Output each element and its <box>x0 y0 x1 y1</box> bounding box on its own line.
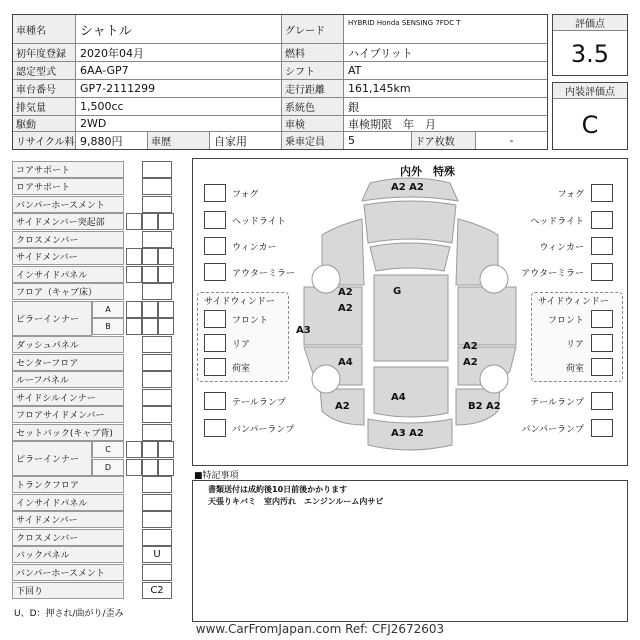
frame-item-checkbox[interactable] <box>126 266 142 283</box>
code-rear-bumper: A3 A2 <box>391 428 424 439</box>
frame-item-label: トランクフロア <box>12 476 124 493</box>
capacity-value: 5 <box>344 132 412 149</box>
frame-item-label: クロスメンバー <box>12 529 124 546</box>
frame-item-label: ピラーインナー <box>12 301 92 336</box>
remarks-line-1: 書類送付は成約後10日前後かかります <box>208 485 348 494</box>
left-check-box[interactable] <box>204 184 226 202</box>
code-left-front-2: A2 <box>338 303 353 314</box>
frame-item-checkbox[interactable] <box>158 213 174 230</box>
frame-item-checkbox[interactable] <box>142 494 172 511</box>
frame-item-label: ピラーインナー <box>12 441 92 476</box>
frame-item-checkbox[interactable] <box>142 336 172 353</box>
frame-item-label: クロスメンバー <box>12 231 124 248</box>
frame-item-label: インサイドパネル <box>12 266 124 283</box>
frame-item-checkbox[interactable] <box>142 213 158 230</box>
frame-item-label: 下回り <box>12 582 124 599</box>
remarks-line-2: 天張りキバミ 室内汚れ エンジンルーム内サビ <box>208 497 384 506</box>
frame-item-checkbox[interactable] <box>126 441 142 458</box>
legend-note: U、D：押され/曲がり/歪み <box>14 609 124 619</box>
frame-item-checkbox[interactable] <box>142 406 172 423</box>
shift-value: AT <box>344 62 547 80</box>
right-side-window-label: フロント <box>547 316 584 326</box>
frame-item-label: セットバック(キャブ背) <box>12 424 124 441</box>
frame-item-checkbox[interactable] <box>158 318 174 335</box>
left-check-box[interactable] <box>204 419 226 437</box>
code-left-front-door: A3 <box>296 325 311 336</box>
front-glass-part <box>370 243 450 271</box>
frame-item-checkbox[interactable] <box>142 424 172 441</box>
right-check-label: テールランプ <box>530 398 584 408</box>
grade-label: グレード <box>282 15 344 44</box>
shift-label: シフト <box>282 62 344 80</box>
cert-value: 6AA-GP7 <box>76 62 282 80</box>
frame-item-checkbox[interactable] <box>142 371 172 388</box>
model-label: 車種名 <box>13 15 76 44</box>
code-left-front-1: A2 <box>338 287 353 298</box>
history-value: 自家用 <box>210 132 282 149</box>
frame-item-label: フロア（キャブ床） <box>12 283 124 300</box>
code-roof: G <box>393 286 402 297</box>
frame-item-checkbox[interactable] <box>142 231 172 248</box>
displacement-value: 1,500cc <box>76 98 282 116</box>
car-diagram <box>292 175 532 460</box>
frame-item-label: サイドシルインナー <box>12 389 124 406</box>
first-reg-label: 初年度登録 <box>13 44 76 62</box>
frame-item-checkbox[interactable] <box>142 161 172 178</box>
frame-item-label: コアサポート <box>12 161 124 178</box>
frame-item-label: バンパーホースメント <box>12 196 124 213</box>
frame-item-label: ダッシュパネル <box>12 336 124 353</box>
displacement-label: 排気量 <box>13 98 76 116</box>
frame-item-checkbox[interactable] <box>142 178 172 195</box>
drive-label: 駆動 <box>13 116 76 132</box>
frame-item-checkbox[interactable] <box>142 511 172 528</box>
left-side-window-check-box[interactable] <box>204 334 226 352</box>
interior-score-label: 内装評価点 <box>553 83 627 99</box>
right-side-window-check-box[interactable] <box>591 310 613 328</box>
frame-item-checkbox[interactable] <box>142 441 158 458</box>
code-front-bumper: A2 A2 <box>391 182 424 193</box>
frame-item-checkbox[interactable] <box>142 476 172 493</box>
roof-part <box>374 275 448 361</box>
frame-item-checkbox[interactable] <box>142 266 158 283</box>
left-front-wheel <box>312 265 340 293</box>
left-side-window-label: フロント <box>232 316 269 326</box>
frame-item-checkbox[interactable] <box>142 301 158 318</box>
code-right-front-2: A2 <box>463 357 478 368</box>
frame-item-checkbox[interactable] <box>158 266 174 283</box>
frame-item-checkbox[interactable] <box>142 196 172 213</box>
inspection-value: 車検期限 年 月 <box>344 116 547 132</box>
left-side-window-label: 荷室 <box>232 364 251 374</box>
frame-item-label: サイドメンバー <box>12 248 124 265</box>
right-check-box[interactable] <box>591 211 613 229</box>
frame-item-checkbox[interactable] <box>126 248 142 265</box>
recycle-label: リサイクル料 <box>13 132 76 149</box>
frame-item-checkbox[interactable] <box>158 301 174 318</box>
model-value: シャトル <box>76 15 282 44</box>
frame-item-checkbox[interactable] <box>142 248 158 265</box>
code-left-rear-quarter: A2 <box>335 401 350 412</box>
right-check-label: ウィンカー <box>539 243 584 253</box>
frame-item-label: バックパネル <box>12 546 124 563</box>
left-side-window-label: リア <box>232 340 251 350</box>
right-front-door-part <box>458 287 516 345</box>
frame-item-sub: D <box>92 459 124 476</box>
left-check-label: フォグ <box>232 190 259 200</box>
right-check-label: バンパーランプ <box>521 425 584 435</box>
remarks-title: ■特記事項 <box>194 471 239 481</box>
left-check-box[interactable] <box>204 392 226 410</box>
code-left-rear-door: A4 <box>338 357 353 368</box>
frame-item-label: サイドメンバー <box>12 511 124 528</box>
history-label: 車歴 <box>148 132 210 149</box>
frame-item-checkbox[interactable] <box>126 318 142 335</box>
drive-value: 2WD <box>76 116 282 132</box>
frame-item-checkbox[interactable] <box>126 301 142 318</box>
color-label: 系統色 <box>282 98 344 116</box>
right-rear-wheel <box>480 365 508 393</box>
frame-item-checkbox[interactable]: U <box>142 546 172 563</box>
eval-score-label: 評価点 <box>553 15 627 31</box>
mileage-label: 走行距離 <box>282 80 344 98</box>
interior-score-value: C <box>581 110 599 139</box>
frame-item-checkbox[interactable] <box>142 459 158 476</box>
frame-item-label: ルーフパネル <box>12 371 124 388</box>
left-check-box[interactable] <box>204 211 226 229</box>
right-side-window-label: 荷室 <box>565 364 584 374</box>
right-check-box[interactable] <box>591 184 613 202</box>
code-rear-glass: A4 <box>391 392 406 403</box>
inspection-label: 車検 <box>282 116 344 132</box>
frame-item-sub: A <box>92 301 124 318</box>
chassis-value: GP7-2111299 <box>76 80 282 98</box>
recycle-value: 9,880円 <box>76 132 148 149</box>
frame-item-label: バンパーホースメント <box>12 564 124 581</box>
frame-item-sub: B <box>92 318 124 335</box>
right-check-label: ヘッドライト <box>530 217 584 227</box>
left-rear-wheel <box>312 365 340 393</box>
code-right-front-1: A2 <box>463 341 478 352</box>
frame-item-checkbox[interactable] <box>142 354 172 371</box>
doors-label: ドア枚数 <box>412 132 476 149</box>
frame-item-label: インサイドパネル <box>12 494 124 511</box>
color-value: 銀 <box>344 98 547 116</box>
hood-part <box>364 201 456 243</box>
left-side-window-title: サイドウィンドー <box>204 297 275 307</box>
left-side-window-check-box[interactable] <box>204 358 226 376</box>
right-check-box[interactable] <box>591 237 613 255</box>
frame-item-checkbox[interactable] <box>126 459 142 476</box>
capacity-label: 乗車定員 <box>282 132 344 149</box>
frame-item-label: フロアサイドメンバー <box>12 406 124 423</box>
rear-glass-part <box>374 367 448 417</box>
fuel-label: 燃料 <box>282 44 344 62</box>
frame-item-checkbox[interactable] <box>158 248 174 265</box>
mileage-value: 161,145km <box>344 80 547 98</box>
grade-value: HYBRID Honda SENSING 7FDC T <box>344 15 547 44</box>
left-side-window-check-box[interactable] <box>204 310 226 328</box>
frame-item-checkbox[interactable] <box>142 283 172 300</box>
doors-value: - <box>509 134 514 147</box>
frame-item-label: ロアサポート <box>12 178 124 195</box>
chassis-label: 車台番号 <box>13 80 76 98</box>
frame-item-checkbox[interactable] <box>142 318 158 335</box>
footer-watermark: www.CarFromJapan.com Ref: CFJ2672603 <box>195 622 445 636</box>
right-check-label: フォグ <box>557 190 584 200</box>
frame-item-checkbox[interactable] <box>142 389 172 406</box>
right-check-box[interactable] <box>591 419 613 437</box>
left-check-label: テールランプ <box>232 398 286 408</box>
frame-item-label: サイドメンバー突起部 <box>12 213 124 230</box>
frame-item-checkbox[interactable]: C2 <box>142 582 172 599</box>
diagram-title: 内外 特殊 <box>400 165 455 178</box>
right-side-window-check-box[interactable] <box>591 334 613 352</box>
left-check-label: ヘッドライト <box>232 217 286 227</box>
left-check-box[interactable] <box>204 237 226 255</box>
right-check-label: アウターミラー <box>521 269 584 279</box>
eval-score-value: 3.5 <box>570 39 610 68</box>
frame-item-checkbox[interactable] <box>158 441 174 458</box>
first-reg-value: 2020年04月 <box>76 44 282 62</box>
cert-label: 認定型式 <box>13 62 76 80</box>
code-right-rear-quarter: B2 A2 <box>468 401 501 412</box>
left-check-label: ウィンカー <box>232 243 277 253</box>
left-check-label: バンパーランプ <box>232 425 295 435</box>
left-check-box[interactable] <box>204 263 226 281</box>
left-check-label: アウターミラー <box>232 269 295 279</box>
frame-item-checkbox[interactable] <box>158 459 174 476</box>
right-front-wheel <box>480 265 508 293</box>
frame-item-sub: C <box>92 441 124 458</box>
frame-item-checkbox[interactable] <box>142 564 172 581</box>
frame-item-label: センターフロア <box>12 354 124 371</box>
right-check-box[interactable] <box>591 392 613 410</box>
frame-item-checkbox[interactable] <box>126 213 142 230</box>
right-side-window-check-box[interactable] <box>591 358 613 376</box>
fuel-value: ハイブリット <box>344 44 547 62</box>
left-front-door-part <box>304 287 362 345</box>
frame-item-checkbox[interactable] <box>142 529 172 546</box>
right-side-window-title: サイドウィンドー <box>538 297 609 307</box>
right-side-window-label: リア <box>565 340 584 350</box>
right-check-box[interactable] <box>591 263 613 281</box>
